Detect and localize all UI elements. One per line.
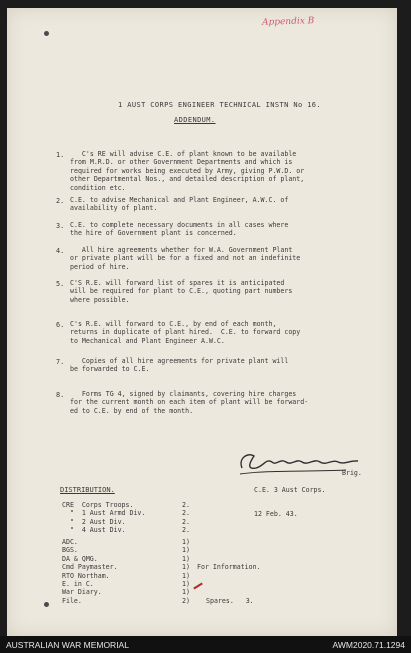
archive-name: AUSTRALIAN WAR MEMORIAL xyxy=(6,640,129,650)
document-subtitle: ADDENDUM. xyxy=(174,116,216,124)
paragraph-text: Copies of all hire agreements for private plant will be forwarded to C.E. xyxy=(70,357,289,374)
paragraph-text: C.E. to advise Mechanical and Plant Engineer, A.W.C. of availability of plant. xyxy=(70,196,289,213)
distribution-heading: DISTRIBUTION. xyxy=(60,486,115,494)
paragraph-number: 5. xyxy=(56,280,65,288)
archive-footer xyxy=(0,636,411,653)
paragraph-text: All hire agreements whether for W.A. Government Plant or private plant will be for a fixed and not an indefinite period of hire. xyxy=(70,246,301,271)
paragraph-number: 3. xyxy=(56,222,65,230)
document-title: 1 AUST CORPS ENGINEER TECHNICAL INSTN No 16. xyxy=(118,101,322,109)
paragraph-number: 2. xyxy=(56,197,65,205)
appendix-annotation: Appendix B xyxy=(261,16,315,28)
distribution-list-primary: CRE Corps Troops. " 1 Aust Armd Div. " 2 Aust Div. " 4 Aust Div. xyxy=(62,501,146,535)
paragraph-text: C's R.E. will forward to C.E., by end of each month, returns in duplicate of plant hired. C.E. to forward copy to Mechanical and Plant Engineer A.W.C. xyxy=(70,320,301,345)
archive-reference: AWM2020.71.1294 xyxy=(332,640,405,650)
signature-office: C.E. 3 Aust Corps. xyxy=(254,486,326,494)
distribution-counts-primary: 2. 2. 2. 2. xyxy=(182,501,190,535)
paragraph-text: C.E. to complete necessary documents in all cases where the hire of Government plant is concerned. xyxy=(70,221,289,238)
paragraph-number: 4. xyxy=(56,247,65,255)
distribution-list-secondary: ADC. BGS. DA & QMG. Cmd Paymaster. RTO Northam. E. in C. War Diary. File. xyxy=(62,538,118,605)
paragraph-text: C's RE will advise C.E. of plant known to be available from M.R.D. or other Government Departments and which is required for works being executed by Army, giving P.W.D. or other Departmental Nos., and detailed description of plant, condition etc. xyxy=(70,150,305,192)
punch-hole xyxy=(44,602,49,607)
paragraph-text: C'S R.E. will forward list of spares it is anticipated will be required for plant to C.E., quoting part numbers where possible. xyxy=(70,279,293,304)
paragraph-text: Forms TG 4, signed by claimants, covering hire charges for the current month on each item of plant will be forward- ed to C.E. by end of the month. xyxy=(70,390,309,415)
paragraph-number: 6. xyxy=(56,321,65,329)
punch-hole xyxy=(44,31,49,36)
spares-note: Spares. 3. xyxy=(206,597,254,605)
distribution-counts-secondary: 1) 1) 1) 1) 1) 1) 1) 2) xyxy=(182,538,190,605)
paragraph-number: 7. xyxy=(56,358,65,366)
document-date: 12 Feb. 43. xyxy=(254,510,298,518)
paragraph-number: 8. xyxy=(56,391,65,399)
for-information-note: For Information. xyxy=(197,563,261,571)
paragraph-number: 1. xyxy=(56,151,65,159)
signature-rank: Brig. xyxy=(342,469,362,477)
